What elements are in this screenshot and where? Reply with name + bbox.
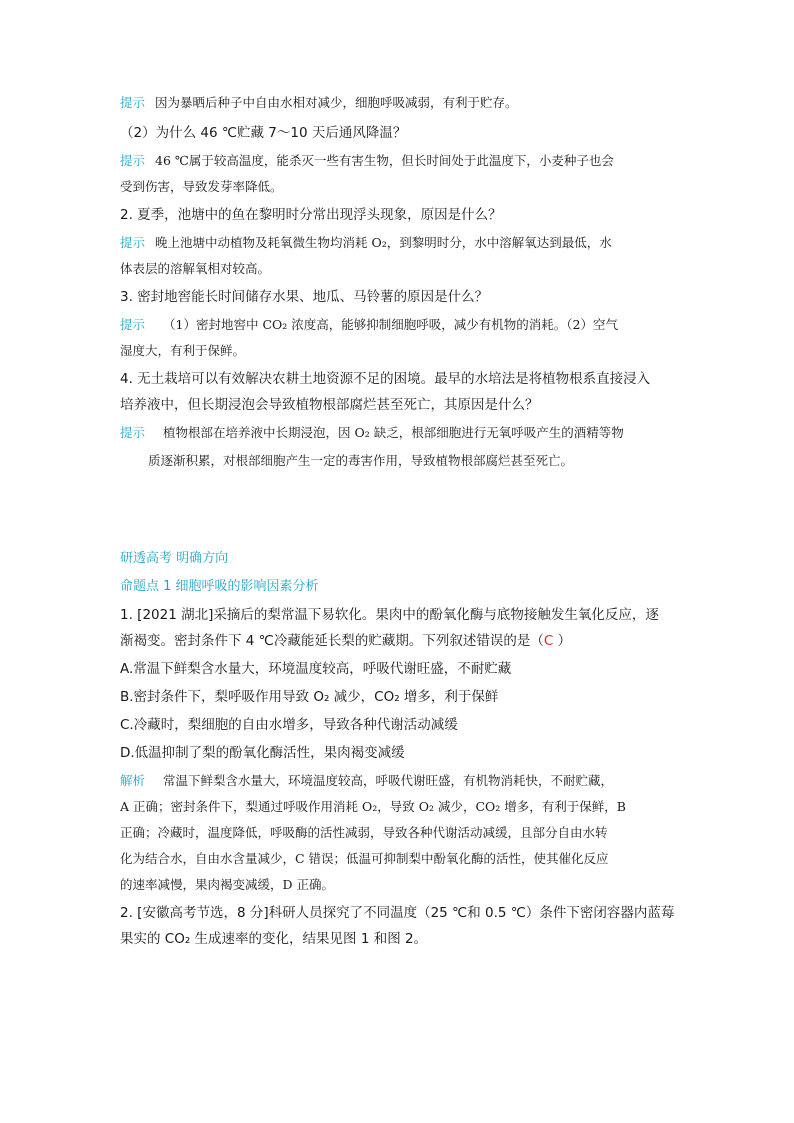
topic-line: 命题点 1 细胞呼吸的影响因素分析 bbox=[120, 579, 319, 594]
question-4-continuation: 培养液中，但长期浸泡会导致植物根部腐烂甚至死亡，其原因是什么？ bbox=[120, 397, 539, 413]
analysis-continuation: 化为结合水，自由水含量减少，C 错误；低温可抑制梨中酚氧化酶的活性，使其催化反应 bbox=[120, 851, 609, 866]
hint-line: 提示 晚上池塘中动植物及耗氧微生物均消耗 O₂，到黎明时分，水中溶解氧达到最低，水 bbox=[120, 235, 612, 250]
hint-label: 提示 bbox=[120, 153, 146, 168]
question-4: 4. 无土栽培可以有效解决农耕土地资源不足的困境。最早的水培法是将植物根系直接浸入 bbox=[120, 371, 651, 387]
question-1-stem-2: 渐褐变。密封条件下 4 ℃冷藏能延长梨的贮藏期。下列叙述错误的是（C ） bbox=[120, 633, 572, 649]
hint-label: 提示 bbox=[120, 425, 146, 440]
hint-line: 提示 （1）密封地窖中 CO₂ 浓度高，能够抑制细胞呼吸，减少有机物的消耗。（2）空气 bbox=[120, 317, 618, 332]
analysis-continuation: A 正确；密封条件下，梨通过呼吸作用消耗 O₂，导致 O₂ 减少，CO₂ 增多，有利于保鲜，B bbox=[120, 799, 626, 814]
option-b: B.密封条件下，梨呼吸作用导致 O₂ 减少，CO₂ 增多，利于保鲜 bbox=[120, 689, 499, 705]
question-2-stem-2: 果实的 CO₂ 生成速率的变化，结果见图 1 和图 2。 bbox=[120, 931, 428, 947]
hint-label: 提示 bbox=[120, 317, 146, 332]
question-line: （2）为什么 46 ℃贮藏 7～10 天后通风降温？ bbox=[120, 125, 407, 141]
hint-line: 提示 因为暴晒后种子中自由水相对减少，细胞呼吸减弱，有利于贮存。 bbox=[120, 95, 518, 110]
hint-label: 提示 bbox=[120, 95, 146, 110]
analysis-continuation: 正确；冷藏时，温度降低，呼吸酶的活性减弱，导致各种代谢活动减缓，且部分自由水转 bbox=[120, 825, 608, 840]
hint-continuation: 体表层的溶解氧相对较高。 bbox=[120, 261, 271, 276]
option-c: C.冷藏时，梨细胞的自由水增多，导致各种代谢活动减缓 bbox=[120, 717, 458, 733]
hint-continuation: 受到伤害，导致发芽率降低。 bbox=[120, 179, 283, 194]
option-a: A.常温下鲜梨含水量大，环境温度较高，呼吸代谢旺盛，不耐贮藏 bbox=[120, 661, 512, 677]
analysis-line: 解析 常温下鲜梨含水量大，环境温度较高，呼吸代谢旺盛，有机物消耗快，不耐贮藏， bbox=[120, 773, 614, 788]
analysis-continuation: 的速率减慢，果肉褐变减缓，D 正确。 bbox=[120, 877, 334, 892]
answer-mark: C bbox=[543, 633, 554, 649]
section-title: 研透高考 明确方向 bbox=[120, 551, 229, 566]
question-2: 2. 夏季，池塘中的鱼在黎明时分常出现浮头现象，原因是什么？ bbox=[120, 207, 502, 223]
hint-label: 提示 bbox=[120, 235, 146, 250]
analysis-label: 解析 bbox=[120, 773, 146, 788]
question-3: 3. 密封地窖能长时间储存水果、地瓜、马铃薯的原因是什么？ bbox=[120, 289, 489, 305]
question-1-stem: 1. [2021 湖北]采摘后的梨常温下易软化。果肉中的酚氧化酶与底物接触发生氧化反应，逐 bbox=[120, 607, 659, 623]
hint-line: 提示 植物根部在培养液中长期浸泡，因 O₂ 缺乏，根部细胞进行无氧呼吸产生的酒精等物 bbox=[120, 425, 624, 440]
question-2-stem: 2. [安徽高考节选，8 分]科研人员探究了不同温度（25 ℃和 0.5 ℃）条件下密闭容器内蓝莓 bbox=[120, 905, 675, 921]
hint-line: 提示 46 ℃属于较高温度，能杀灭一些有害生物，但长时间处于此温度下，小麦种子也会 bbox=[120, 153, 614, 168]
hint-continuation: 质逐渐积累，对根部细胞产生一定的毒害作用，导致植物根部腐烂甚至死亡。 bbox=[148, 453, 574, 468]
option-d: D.低温抑制了梨的酚氧化酶活性，果肉褐变减缓 bbox=[120, 745, 405, 761]
hint-continuation: 湿度大，有利于保鲜。 bbox=[120, 343, 246, 358]
